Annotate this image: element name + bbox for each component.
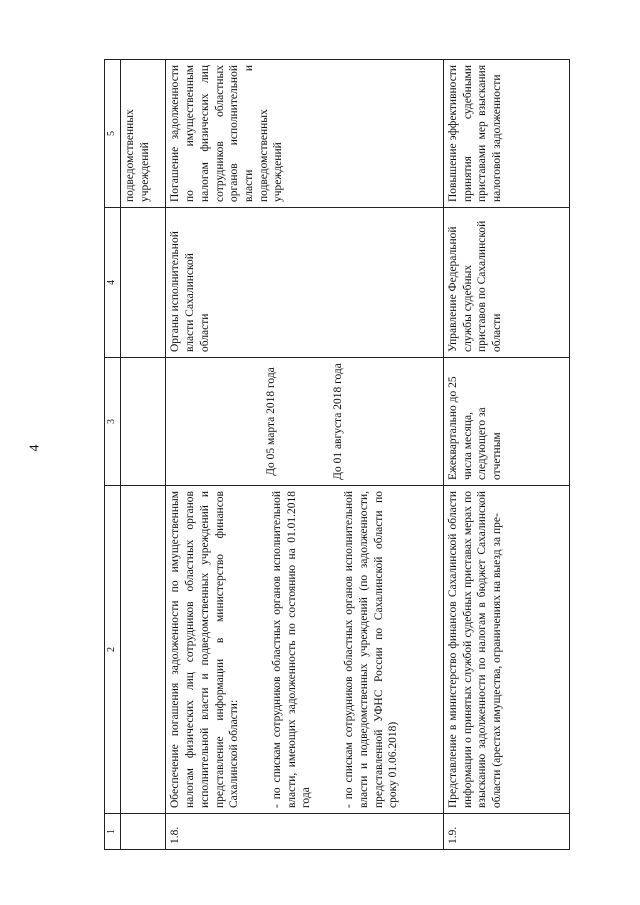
desc-item-b: - по спискам сотрудников областных органов исполнительной власти и подведомственных учреждений (по задолженности, представленной УФНС России по Сахалинской области по сроку 01.06.2018): [343, 491, 400, 808]
desc-main: Обеспечение погашения задолженности по имущественным налогам физических лиц сотрудников областных органов исполнительной власти и подведомственных учреждений и представление информации в министерство финансов Сахалинской области:: [169, 491, 241, 808]
header-col-1: 1: [105, 814, 121, 850]
date-a: До 05 марта 2018 года: [265, 367, 278, 476]
row-result: Повышение эффективности принятия судебными приставами мер взыскания налоговой задолженности: [443, 60, 569, 208]
header-col-5: 5: [105, 60, 121, 208]
row-result: Погашение задолженности по имущественным налогам физических лиц сотрудников областных органов исполнительной власти и подведомственных учреждений: [166, 60, 444, 208]
table-row-1-9: [443, 60, 569, 850]
row-executor: Управление Федеральной службы судебных приставов по Сахалинской области: [443, 208, 569, 358]
cell-empty: [120, 814, 165, 850]
table-row-1-8: [166, 60, 444, 850]
header-col-2: 2: [105, 486, 121, 814]
row-description: Представление в министерство финансов Сахалинской области информации о принятых службой судебных приставах мерах по взысканию задолженности по налогам в бюджет Сахалинской области (арестах имущества, ограничениях на выезд за пре-: [443, 486, 569, 814]
cell-empty: [120, 358, 165, 486]
cell-empty: [120, 486, 165, 814]
row-terms: [166, 358, 444, 486]
row-terms: Ежеквартально до 25 числа месяца, следующего за отчетным: [443, 358, 569, 486]
date-b: До 01 августа 2018 года: [332, 363, 345, 480]
plan-table: [104, 59, 570, 850]
rotated-table-container: [104, 60, 570, 850]
cell-empty: [120, 208, 165, 358]
page-number: 4: [27, 444, 43, 452]
desc-item-a: - по спискам сотрудников областных органов исполнительной власти, имеющих задолженность по состоянию на 01.01.2018 года: [270, 491, 313, 808]
row-number: 1.9.: [443, 814, 569, 850]
continuation-result: подведомственных учреждений: [120, 60, 165, 208]
row-number: 1.8.: [166, 814, 444, 850]
row-description: [166, 486, 444, 814]
table-row-continuation: [120, 60, 165, 850]
table-header-row: [105, 60, 121, 850]
row-executor: Органы исполнительной власти Сахалинской области: [166, 208, 444, 358]
header-col-3: 3: [105, 358, 121, 486]
header-col-4: 4: [105, 208, 121, 358]
